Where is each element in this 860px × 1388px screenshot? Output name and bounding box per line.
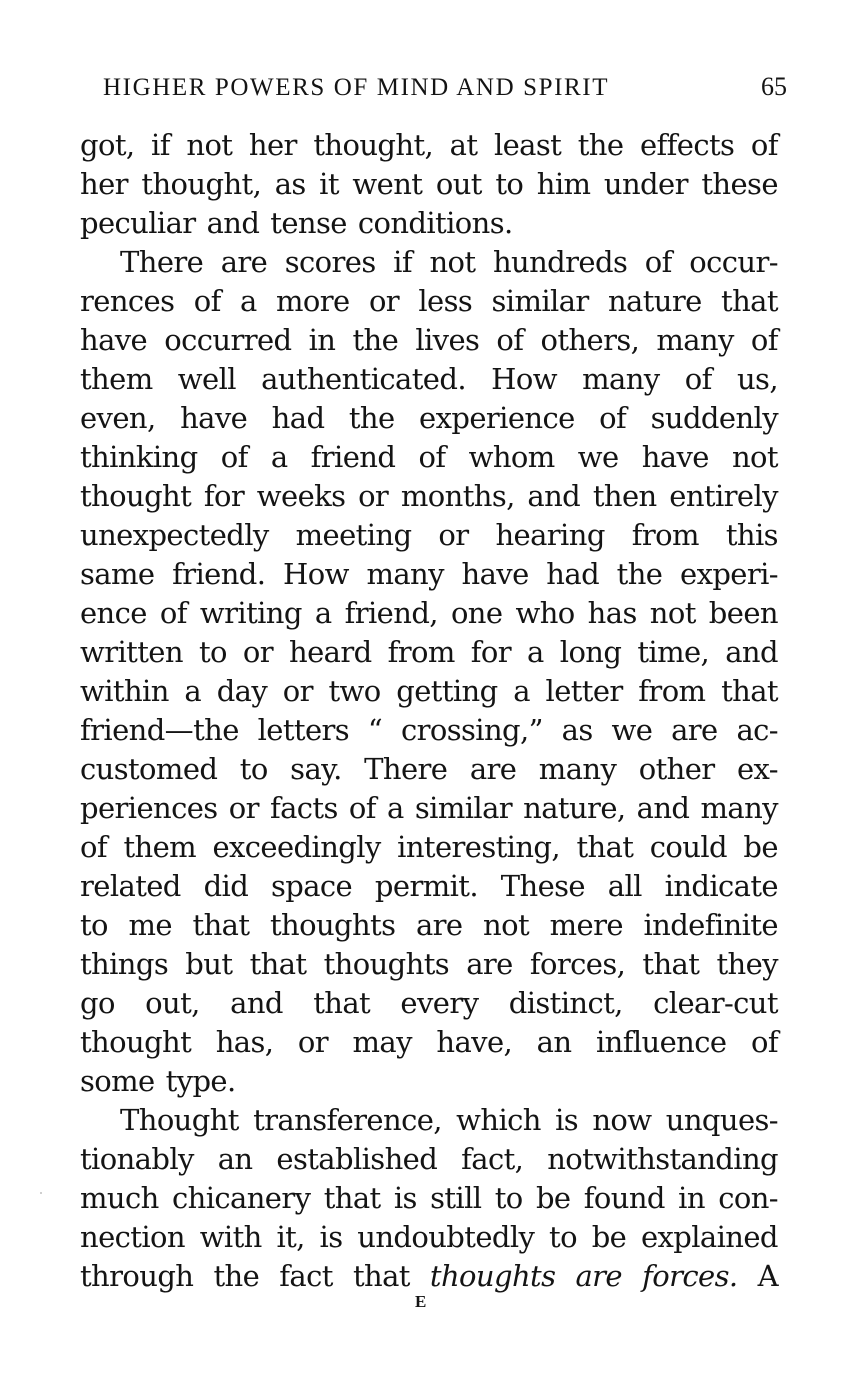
text-line: things but that thoughts are forces, that they [80, 947, 778, 981]
running-title: HIGHER POWERS OF MIND AND SPIRIT [103, 74, 610, 101]
text-line: written to or heard from for a long time, and [80, 635, 778, 669]
text-line: ence of writing a friend, one who has not been [80, 596, 778, 630]
text-line: through the fact that thoughts are forces. A [80, 1259, 778, 1293]
text-line: thinking of a friend of whom we have not [80, 440, 778, 474]
text-line: to me that thoughts are not mere indefinite [80, 908, 778, 942]
text-line: of them exceedingly interesting, that could be [80, 830, 778, 864]
paragraph [80, 126, 778, 243]
text-line: rences of a more or less similar nature that [80, 284, 778, 318]
signature-mark: E [415, 1292, 427, 1311]
margin-speck [40, 1192, 42, 1194]
text-line: periences or facts of a similar nature, and many [80, 791, 778, 825]
text-line: There are scores if not hundreds of occur- [120, 245, 778, 279]
text-line: same friend. How many have had the experi- [80, 557, 778, 591]
text-line: peculiar and tense conditions. [80, 206, 513, 240]
body-text [80, 126, 778, 1296]
text-line: have occurred in the lives of others, many of [80, 323, 778, 357]
text-line: much chicanery that is still to be found in con- [80, 1181, 778, 1215]
text-line: even, have had the experience of suddenly [80, 401, 778, 435]
text-line: nection with it, is undoubtedly to be explained [80, 1220, 778, 1254]
text-line: customed to say. There are many other ex- [80, 752, 778, 786]
paragraph [80, 1101, 778, 1296]
text-line: within a day or two getting a letter from that [80, 674, 778, 708]
text-line: friend—the letters “ crossing,” as we are ac- [80, 713, 778, 747]
text-line: them well authenticated. How many of us, [80, 362, 778, 396]
text-line: go out, and that every distinct, clear-cut [80, 986, 778, 1020]
text-line: her thought, as it went out to him under these [80, 167, 778, 201]
text-line: got, if not her thought, at least the effects of [80, 128, 778, 162]
text-line: thought for weeks or months, and then entirely [80, 479, 778, 513]
text-line: thought has, or may have, an influence of [80, 1025, 778, 1059]
running-head [103, 72, 787, 108]
text-line: unexpectedly meeting or hearing from this [80, 518, 778, 552]
paragraph [80, 243, 778, 1101]
text-line: some type. [80, 1064, 236, 1098]
page-number: 65 [761, 72, 787, 101]
text-line: Thought transference, which is now unques- [120, 1103, 778, 1137]
text-line: related did space permit. These all indicate [80, 869, 778, 903]
text-line: tionably an established fact, notwithstanding [80, 1142, 778, 1176]
